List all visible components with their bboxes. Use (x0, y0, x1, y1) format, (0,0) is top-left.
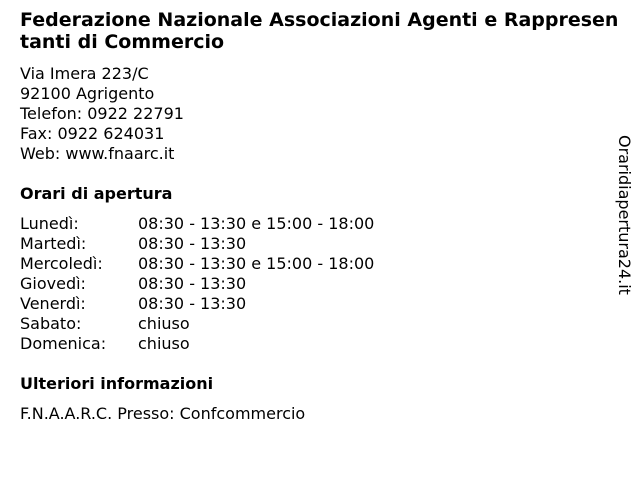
hours-row (20, 334, 374, 354)
day-label: Venerdì: (20, 294, 86, 313)
day-label: Mercoledì: (20, 254, 103, 273)
opening-hours-table (20, 214, 374, 354)
day-hours: 08:30 - 13:30 (138, 234, 247, 253)
day-hours: 08:30 - 13:30 e 15:00 - 18:00 (138, 214, 375, 233)
phone-number: Telefon: 0922 22791 (20, 104, 184, 123)
hours-row (20, 234, 374, 254)
hours-row (20, 214, 374, 234)
hours-row (20, 254, 374, 274)
day-label: Domenica: (20, 334, 107, 353)
hours-row (20, 314, 374, 334)
opening-hours-heading: Orari di apertura (20, 184, 173, 203)
hours-row (20, 274, 374, 294)
additional-info-heading: Ulteriori informazioni (20, 374, 214, 393)
day-hours: 08:30 - 13:30 (138, 294, 247, 313)
day-label: Martedì: (20, 234, 87, 253)
street-address: Via Imera 223/C (20, 64, 149, 83)
contact-block (20, 64, 184, 164)
website: Web: www.fnaarc.it (20, 144, 175, 163)
hours-row (20, 294, 374, 314)
fax-number: Fax: 0922 624031 (20, 124, 165, 143)
day-hours: 08:30 - 13:30 (138, 274, 247, 293)
city-postcode: 92100 Agrigento (20, 84, 155, 103)
day-hours: 08:30 - 13:30 e 15:00 - 18:00 (138, 254, 375, 273)
site-watermark: Oraridiapertura24.it (615, 135, 634, 295)
day-hours: chiuso (138, 334, 190, 353)
additional-info-text: F.N.A.A.R.C. Presso: Confcommercio (20, 404, 306, 423)
day-hours: chiuso (138, 314, 190, 333)
day-label: Lunedì: (20, 214, 79, 233)
day-label: Giovedì: (20, 274, 86, 293)
page-title: Federazione Nazionale Associazioni Agenti e Rappresentanti di Commercio (20, 9, 619, 53)
day-label: Sabato: (20, 314, 82, 333)
